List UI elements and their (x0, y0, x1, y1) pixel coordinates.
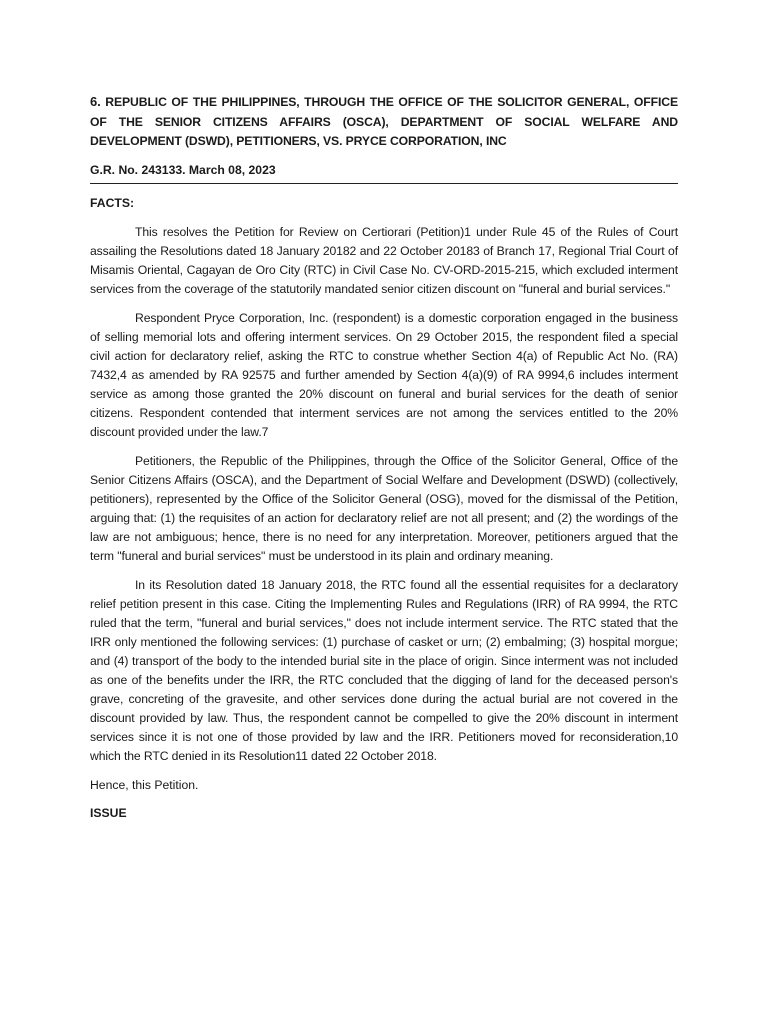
issue-heading: ISSUE (90, 805, 127, 820)
facts-paragraph-3: Petitioners, the Republic of the Philippines, through the Office of the Solicitor General, Office of the Senior Citizens Affairs (OSCA), and the Department of Social Welfare and Development (DSWD) (collectively, petitioners), represented by the Office of the Solicitor General (OSG), moved for the dismissal of the Petition, arguing that: (1) the requisites of an action for declaratory relief are not all present; and (2) the wordings of the law are not ambiguous; hence, there is no need for any interpretation. Moreover, petitioners argued that the term "funeral and burial services" must be understood in its plain and ordinary meaning. (90, 453, 678, 563)
document-page (90, 92, 678, 823)
facts-heading: FACTS: (90, 195, 135, 210)
case-title: REPUBLIC OF THE PHILIPPINES, THROUGH THE OFFICE OF THE SOLICITOR GENERAL, OFFICE OF THE SENIOR CITIZENS AFFAIRS (OSCA), DEPARTMENT OF SOCIAL WELFARE AND DEVELOPMENT (DSWD), PETITIONERS, VS. PRYCE CORPORATION, INC (90, 95, 678, 148)
case-title-block (90, 92, 678, 152)
facts-paragraph-2: Respondent Pryce Corporation, Inc. (respondent) is a domestic corporation engaged in the business of selling memorial lots and offering interment services. On 29 October 2015, the respondent filed a special civil action for declaratory relief, asking the RTC to construe whether Section 4(a) of Republic Act No. (RA) 7432,4 as amended by RA 92575 and further amended by Section 4(a)(9) of RA 9994,6 includes interment service as among those granted the 20% discount on funeral and burial services for the death of senior citizens. Respondent contended that interment services are not among the services entitled to the 20% discount provided under the law.7 (90, 310, 678, 439)
facts-paragraph-4: In its Resolution dated 18 January 2018, the RTC found all the essential requisites for a declaratory relief petition present in this case. Citing the Implementing Rules and Regulations (IRR) of RA 9994, the RTC ruled that the term, "funeral and burial services," does not include interment service. The RTC stated that the IRR only mentioned the following services: (1) purchase of casket or urn; (2) embalming; (3) hospital morgue; and (4) transport of the body to the intended burial site in the place of origin. Since interment was not included as one of the benefits under the IRR, the RTC concluded that the digging of land for the deceased person's grave, concreting of the gravesite, and other services done during the actual burial are not covered in the discount provided by law. Thus, the respondent cannot be compelled to give the 20% discount in interment services since it is not one of those provided by law and the IRR. Petitioners moved for reconsideration,10 which the RTC denied in its Resolution11 dated 22 October 2018. (90, 577, 678, 763)
case-number: 6. (90, 94, 101, 109)
closing-line: Hence, this Petition. (90, 777, 199, 792)
facts-paragraph-1: This resolves the Petition for Review on Certiorari (Petition)1 under Rule 45 of the Rules of Court assailing the Resolutions dated 18 January 20182 and 22 October 20183 of Branch 17, Regional Trial Court of Misamis Oriental, Cagayan de Oro City (RTC) in Civil Case No. CV-ORD-2015-215, which excluded interment services from the coverage of the statutorily mandated senior citizen discount on "funeral and burial services." (90, 224, 678, 296)
gr-number-date: G.R. No. 243133. March 08, 2023 (90, 161, 678, 184)
